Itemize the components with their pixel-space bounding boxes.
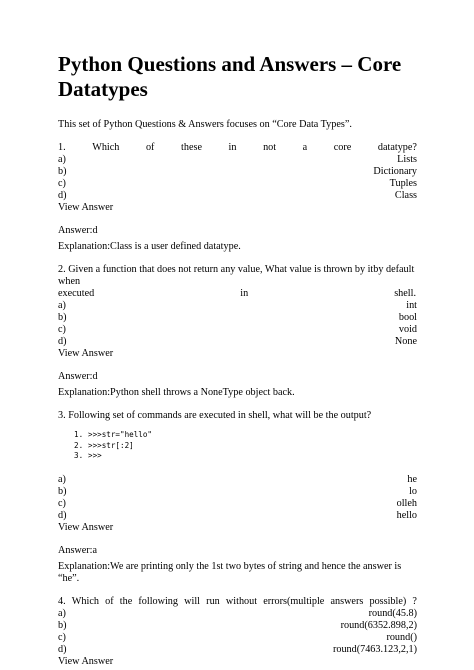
q3-question: 3. Following set of commands are executed in shell, what will be the output? [58,410,372,421]
code-line: 3. >>> [74,451,102,461]
q4-option-c: c) round() [58,631,417,643]
q3-explanation: Explanation:We are printing only the 1st two bytes of string and hence the answer is “he”. [58,560,402,584]
q3-view-answer[interactable]: View Answer [58,521,114,533]
q4-question: 4. Which of the following will run without errors(multiple answers possible) ? [58,595,417,607]
q1-word: datatype? [377,142,417,153]
q3-answer: Answer:a [58,544,98,556]
page-title: Python Questions and Answers – Core Datatypes [58,52,402,101]
code-line: 2. >>>str[:2] [74,440,134,450]
q1-word: Which [92,142,120,153]
q2-option-c: c) void [58,324,417,335]
q1-word: of [145,142,155,153]
q2-view-answer[interactable]: View Answer [58,348,114,359]
q1-word: not [263,142,277,153]
q4-view-answer[interactable]: View Answer [58,655,114,667]
q1-view-answer[interactable]: View Answer [58,202,114,213]
q2-option-b: b) bool [58,312,417,323]
q2-question-line2: executed in shell. [58,288,416,299]
q1-option-b: b) Dictionary [58,166,417,177]
intro-text: This set of Python Questions & Answers focuses on “Core Data Types”. [58,119,352,130]
q1-word: 1. [58,142,66,153]
q3-code-block [58,430,417,462]
q1-option-a: a) Lists [58,154,417,165]
q2-option-a: a) int [58,300,417,311]
q1-explanation: Explanation:Class is a user defined datatype. [58,241,241,252]
q1-question [58,142,417,154]
q1-option-c: c) Tuples [58,178,417,189]
q4-option-b: b) round(6352.898,2) [58,619,417,631]
q1-word: a [302,142,308,153]
code-line: 1. >>>str="hello" [74,430,153,439]
q1-option-d: d) Class [58,190,417,201]
q2-answer: Answer:d [58,371,98,382]
q3-option-d: d) hello [58,509,417,521]
q1-word: core [333,142,352,153]
q2-explanation: Explanation:Python shell throws a NoneType object back. [58,387,295,398]
q4-option-d: d) round(7463.123,2,1) [58,643,417,655]
q1-answer: Answer:d [58,225,98,236]
q1-word: these [181,142,202,153]
q3-option-b: b) lo [58,485,417,497]
q2-question-line1: 2. Given a function that does not return any value, What value is thrown by itby default when [58,264,415,287]
q3-option-a: a) he [58,473,417,485]
q2-option-d: d) None [58,336,417,347]
q1-word: in [228,142,237,153]
q3-option-c: c) olleh [58,497,417,509]
q4-option-a: a) round(45.8) [58,607,417,619]
